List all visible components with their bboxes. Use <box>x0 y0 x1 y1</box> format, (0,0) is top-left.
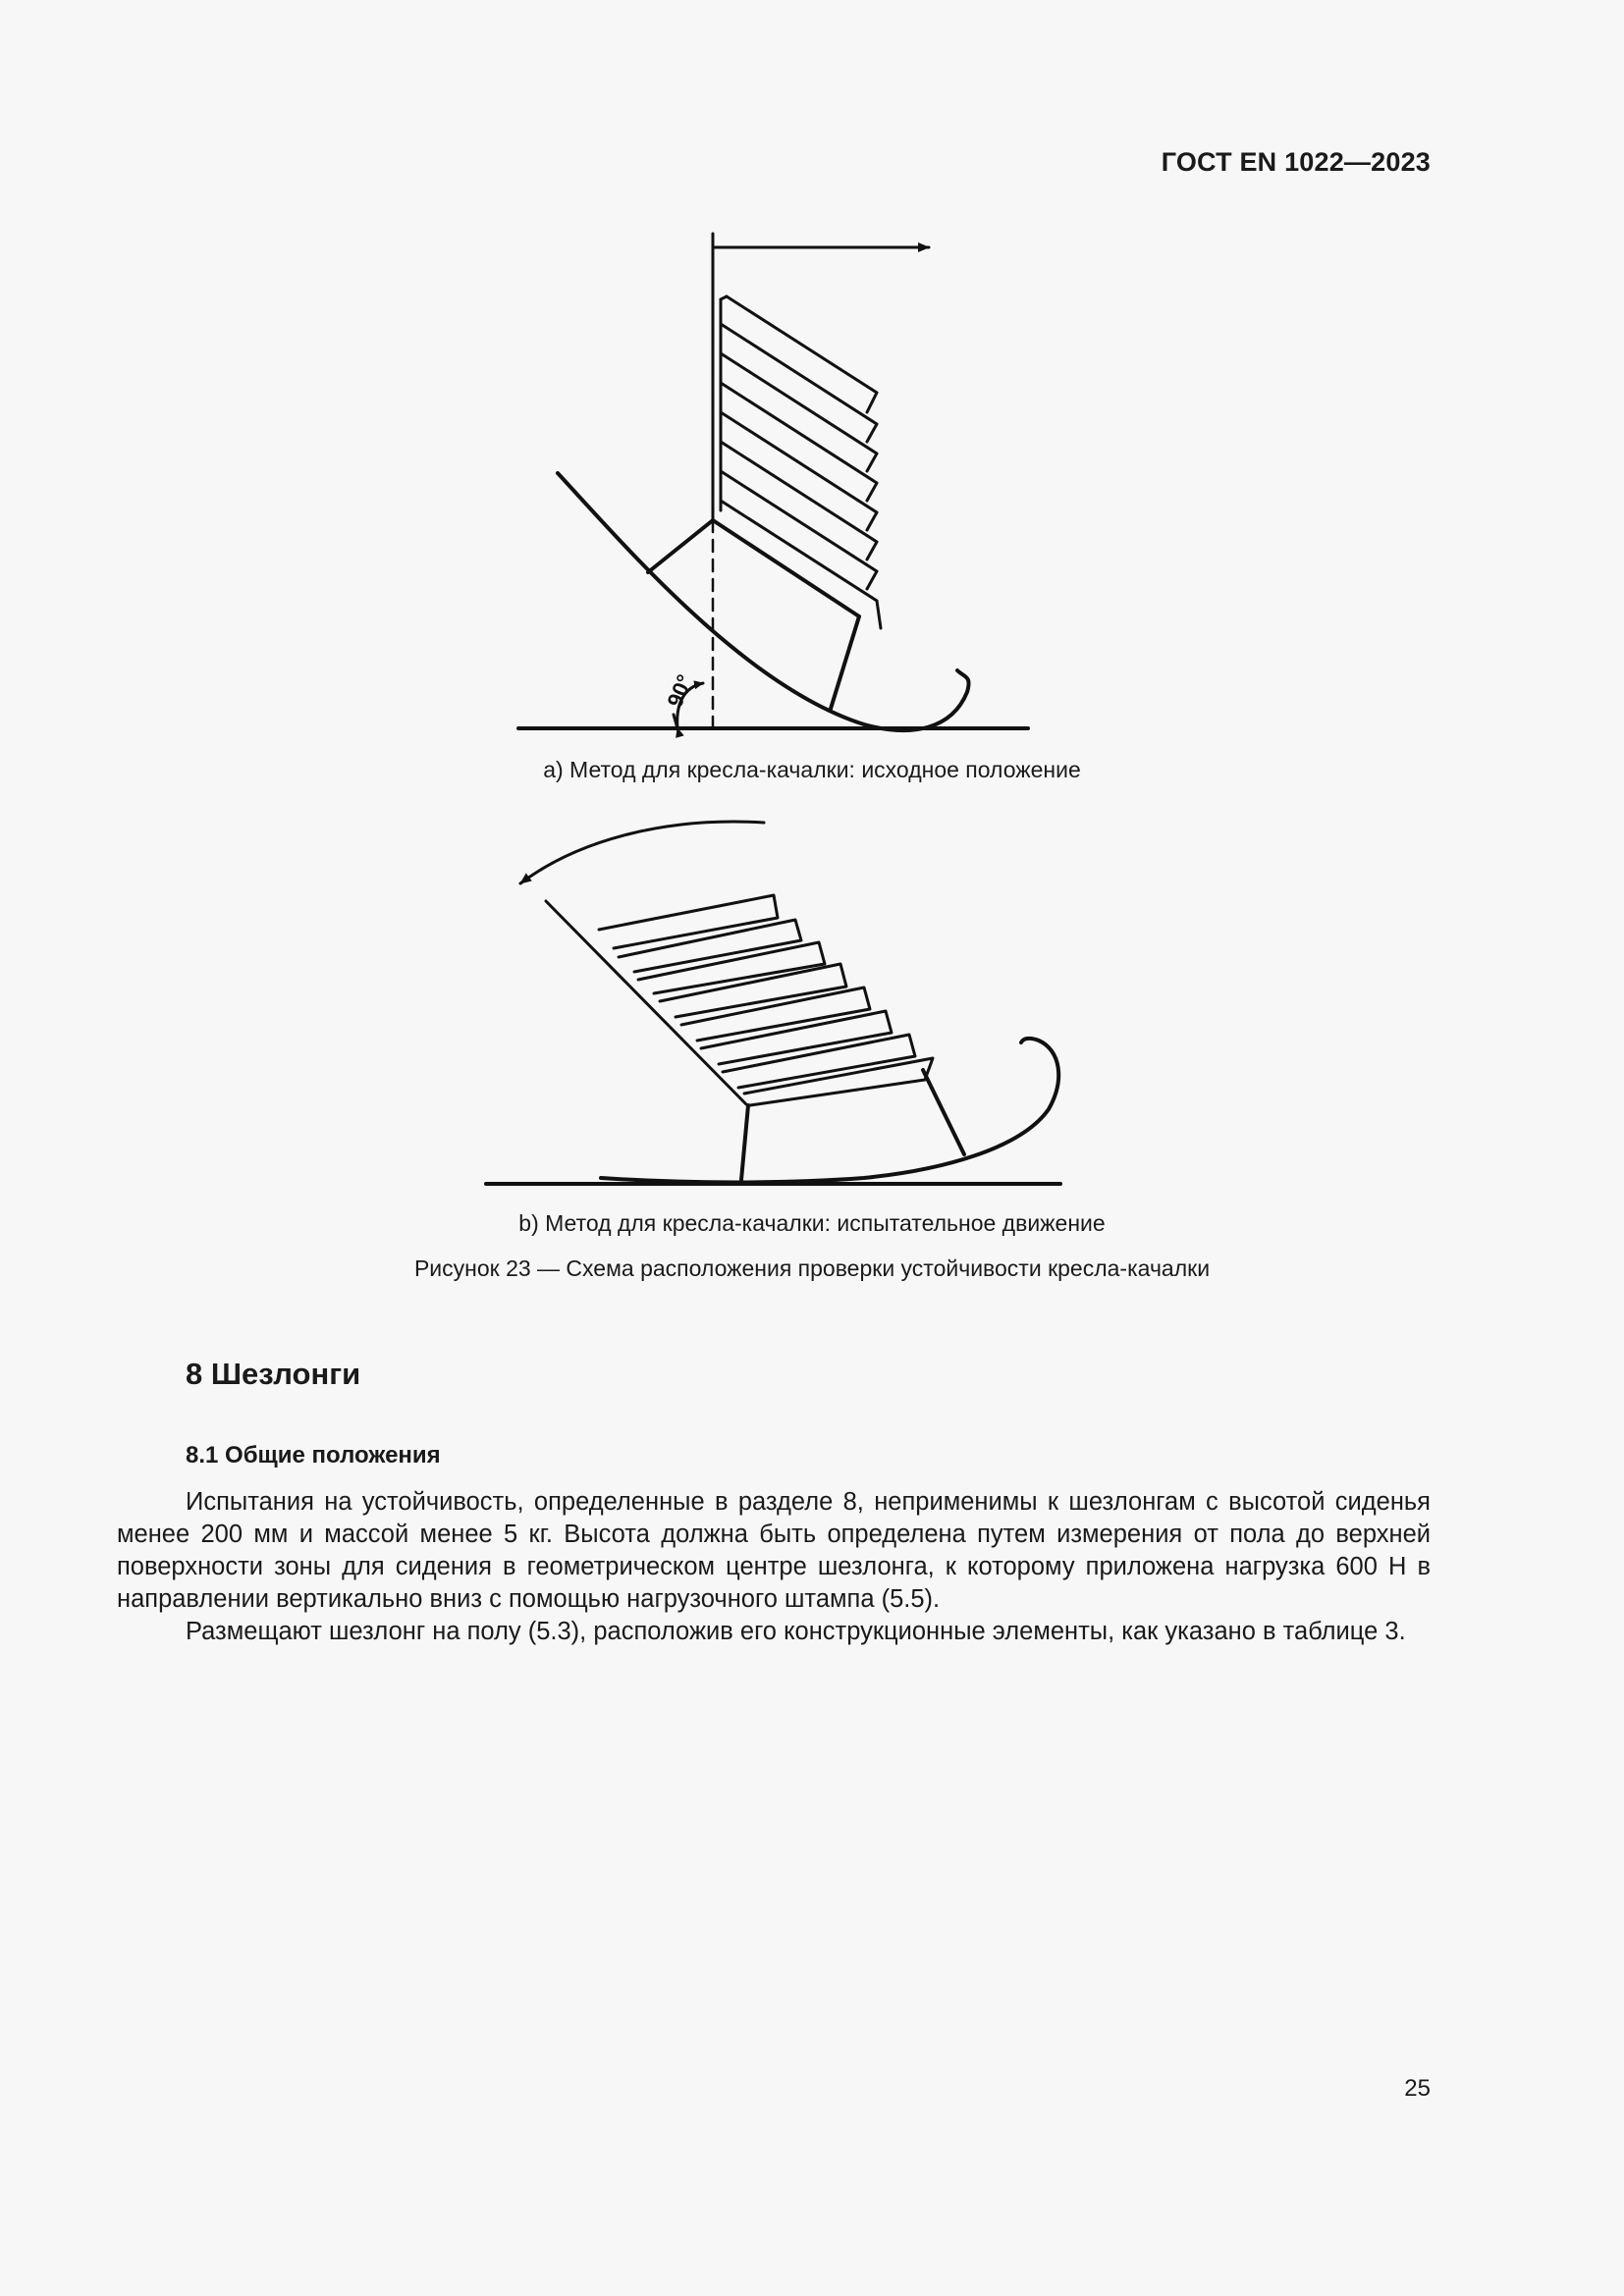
motion-arrow <box>520 822 764 883</box>
figure-title: Рисунок 23 — Схема расположения проверки устойчивости кресла-качалки <box>413 1255 1211 1281</box>
diagram-a-initial-position <box>518 234 1028 730</box>
front-leg-b <box>741 1105 748 1180</box>
backrest-slats-b <box>599 895 933 1105</box>
standard-header: ГОСТ EN 1022—2023 <box>1161 147 1431 177</box>
paragraph: Испытания на устойчивость, определенные в разделе 8, неприменимы к шезлонгам с высотой сиденья менее 200 мм и массой менее 5 кг. Высота должна быть определена путем измерения от пола до верхней поверхности зоны для сидения в геометрическом центре шезлонга, к которому приложена нагрузка 600 Н в направлении вертикально вниз с помощью нагрузочного штампа (5.5). <box>117 1488 1431 1613</box>
body-text <box>117 1486 1431 1648</box>
rocker-curve-b <box>601 1039 1058 1183</box>
back-leg-a <box>831 616 859 709</box>
backrest-frame-b <box>546 901 746 1104</box>
figure-caption-b: b) Метод для кресла-качалки: испытательное движение <box>518 1210 1106 1236</box>
seat-support-front <box>648 520 713 572</box>
subsection-heading: 8.1 Общие положения <box>186 1442 441 1468</box>
seat-line <box>713 520 859 616</box>
figure-caption-a: a) Метод для кресла-качалки: исходное положение <box>543 757 1081 782</box>
rocker-curve-a <box>558 473 969 730</box>
page-number: 25 <box>1404 2075 1431 2102</box>
back-leg-b <box>923 1070 964 1154</box>
section-heading: 8 Шезлонги <box>186 1357 361 1391</box>
diagram-b-test-movement <box>486 822 1060 1184</box>
paragraph: Размещают шезлонг на полу (5.3), расположив его конструкционные элементы, как указано в таблице 3. <box>186 1618 1406 1645</box>
angle-label: 90° <box>662 670 698 711</box>
